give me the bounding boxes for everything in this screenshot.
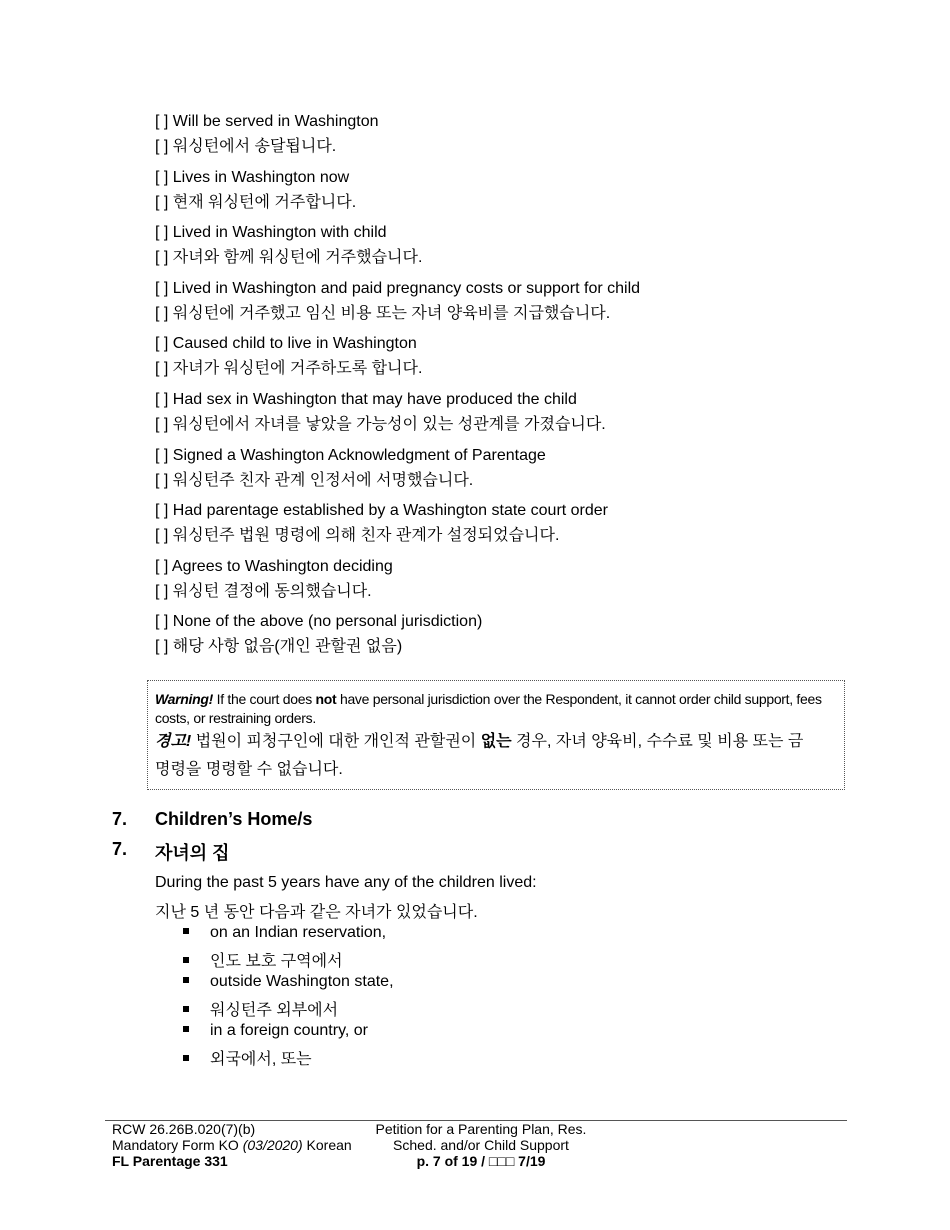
checkbox-option-ko[interactable]: [ ] 현재 워싱턴에 거주합니다. — [155, 193, 357, 211]
checkbox-option-en[interactable]: [ ] Will be served in Washington — [155, 113, 379, 130]
bullet-text: on an Indian reservation, — [210, 924, 387, 941]
warning-label-ko: 경고! — [155, 733, 192, 750]
intro-ko: 지난 5 년 동안 다음과 같은 자녀가 있었습니다. — [155, 904, 478, 921]
bullet-item — [183, 948, 343, 971]
checkbox-option-en[interactable]: [ ] Signed a Washington Acknowledgment of Parentage — [155, 446, 546, 464]
checkbox-option-en[interactable]: [ ] Had sex in Washington that may have produced the child — [155, 391, 577, 408]
text: 법원이 피청구인에 대한 개인적 관할권이 — [191, 733, 481, 750]
bullet-item — [183, 997, 338, 1020]
checkbox-option-ko[interactable]: [ ] 워싱턴에 거주했고 임신 비용 또는 자녀 양육비를 지급했습니다. — [155, 304, 611, 322]
bullet-item — [183, 924, 386, 942]
footer-left — [112, 1121, 352, 1169]
bullet-square-icon — [183, 1006, 189, 1012]
checkbox-option-en[interactable]: [ ] Lived in Washington and paid pregnancy costs or support for child — [155, 279, 641, 297]
warning-box — [147, 680, 845, 790]
bullet-square-icon — [183, 977, 189, 983]
text: have personal jurisdiction over the Respondent, it cannot order child support, fees — [336, 691, 822, 707]
checkbox-option-ko[interactable]: [ ] 워싱턴 결정에 동의했습니다. — [155, 582, 372, 600]
section-title-ko: 자녀의 집 — [155, 843, 230, 863]
text: costs, or restraining orders. — [155, 710, 316, 726]
text: Mandatory Form KO — [112, 1137, 243, 1153]
text: 경우, 자녀 양육비, 수수료 및 비용 또는 금 — [511, 733, 804, 750]
bullet-square-icon — [183, 957, 189, 963]
bullet-text: 워싱턴주 외부에서 — [210, 1002, 339, 1020]
bullet-item — [183, 1046, 312, 1069]
section-title-en: Children’s Home/s — [155, 809, 313, 829]
section-number: 7. — [112, 809, 128, 829]
checkbox-option-en[interactable]: [ ] Lived in Washington with child — [155, 224, 387, 242]
checkbox-option-ko[interactable]: [ ] 자녀와 함께 워싱턴에 거주했습니다. — [155, 249, 423, 267]
bullet-square-icon — [183, 1026, 189, 1032]
bullet-text: in a foreign country, or — [210, 1021, 369, 1039]
text: 명령을 명령할 수 없습니다. — [155, 761, 343, 778]
checkbox-option-en[interactable]: [ ] None of the above (no personal jurisdiction) — [155, 613, 483, 631]
checkbox-option-en[interactable]: [ ] Agrees to Washington deciding — [155, 557, 393, 575]
warning-label: Warning! — [155, 691, 214, 707]
footer-center — [370, 1121, 592, 1169]
bullet-text: outside Washington state, — [210, 972, 394, 990]
checkbox-option-ko[interactable]: [ ] 해당 사항 없음(개인 관할권 없음) — [155, 638, 403, 656]
warning-ko — [155, 728, 844, 784]
checkbox-option-ko[interactable]: [ ] 워싱턴주 친자 관계 인정서에 서명했습니다. — [155, 471, 474, 489]
text: Korean — [302, 1137, 352, 1153]
footer-code: FL Parentage 331 — [112, 1153, 228, 1169]
footer-form — [112, 1137, 352, 1153]
checkbox-option-ko[interactable]: [ ] 워싱턴에서 자녀를 낳았을 가능성이 있는 성관계를 가졌습니다. — [155, 416, 606, 433]
text: not — [315, 691, 337, 707]
checkbox-option-ko[interactable]: [ ] 워싱턴에서 송달됩니다. — [155, 138, 337, 155]
bullet-item — [183, 973, 394, 991]
warning-en — [155, 690, 844, 728]
intro-en: During the past 5 years have any of the children lived: — [155, 874, 537, 891]
footer-title-1: Petition for a Parenting Plan, Res. — [375, 1121, 587, 1137]
checkbox-option-en[interactable]: [ ] Lives in Washington now — [155, 168, 350, 186]
footer-rcw: RCW 26.26B.020(7)(b) — [112, 1121, 256, 1137]
text: (03/2020) — [242, 1137, 303, 1153]
checkbox-option-en[interactable]: [ ] Caused child to live in Washington — [155, 335, 417, 353]
bullet-text: 인도 보호 구역에서 — [210, 953, 343, 971]
checkbox-option-ko[interactable]: [ ] 워싱턴주 법원 명령에 의해 친자 관계가 설정되었습니다. — [155, 527, 560, 545]
bullet-square-icon — [183, 928, 189, 934]
checkbox-option-en[interactable]: [ ] Had parentage established by a Washington state court order — [155, 502, 609, 520]
section-number-ko: 7. — [112, 839, 128, 859]
footer-title-2: Sched. and/or Child Support — [393, 1137, 569, 1153]
bullet-text: 외국에서, 또는 — [210, 1051, 312, 1068]
text: 없는 — [480, 733, 512, 750]
text: If the court does — [213, 691, 316, 707]
footer-page: p. 7 of 19 / □□□ 7/19 — [416, 1153, 546, 1169]
bullet-item — [183, 1022, 368, 1040]
checkbox-option-ko[interactable]: [ ] 자녀가 워싱턴에 거주하도록 합니다. — [155, 360, 423, 378]
bullet-square-icon — [183, 1055, 189, 1061]
